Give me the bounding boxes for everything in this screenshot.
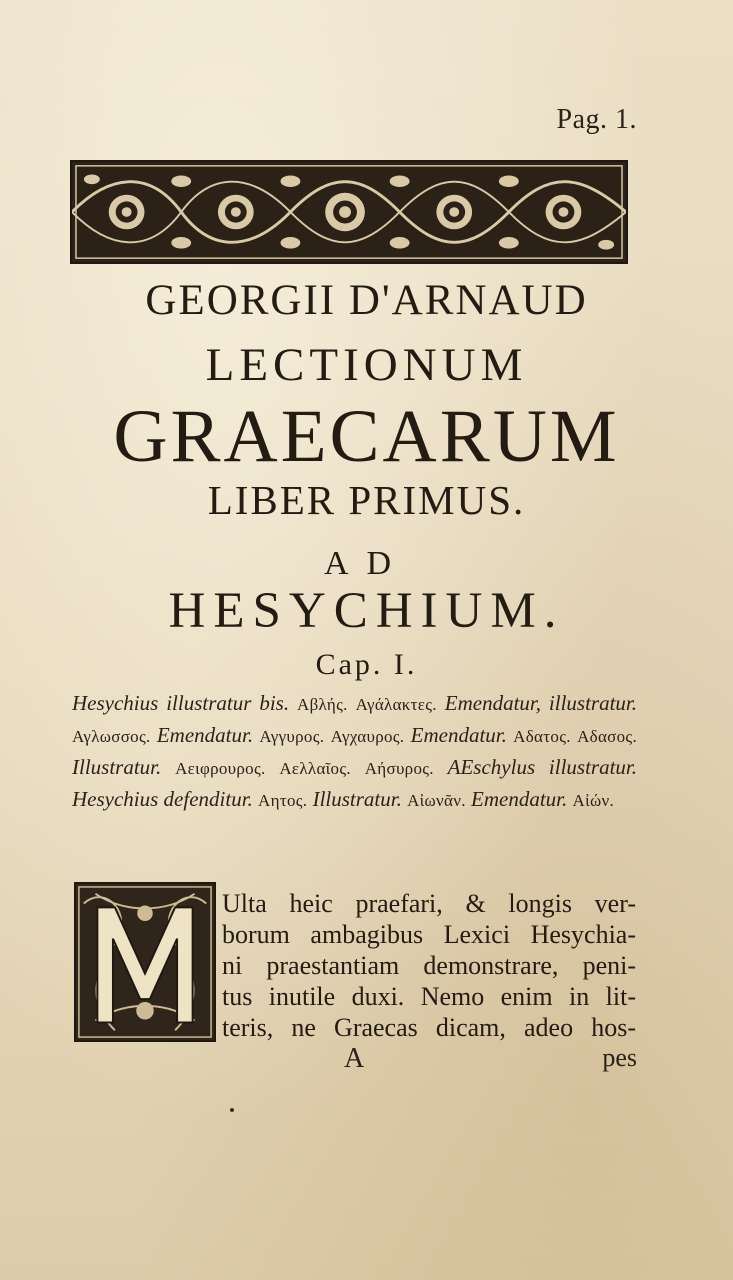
argument-segment: Hesychius defenditur. (72, 787, 253, 811)
greek-lemma: Αγάλακτες. (355, 695, 437, 714)
greek-lemma: Αἰωνᾶν. (407, 791, 466, 810)
greek-lemma: Αγχαυρος. (330, 727, 405, 746)
page-number: Pag. 1. (556, 104, 637, 135)
body-line: ni praestantiam demonstrare, peni- (222, 951, 636, 980)
body-line: borum ambagibus Lexici Hesychia- (222, 920, 636, 949)
title-ad: AD (323, 545, 410, 582)
title-graecarum: GRAECARUM (113, 395, 620, 478)
greek-lemma: Αητος. (258, 791, 308, 810)
argument-segment: Hesychius illustratur bis. (72, 691, 290, 715)
greek-lemma: Αδατος. (513, 727, 571, 746)
argument-segment: Emendatur, illustratur. (444, 691, 638, 715)
body-line: Ulta heic praefari, & longis ver- (222, 889, 636, 918)
body-line: tus inutile duxi. Nemo enim in lit- (222, 982, 636, 1011)
decorated-initial-icon (76, 884, 214, 1040)
greek-lemma: Αδασος. (577, 727, 638, 746)
title-liber-primus: LIBER PRIMUS. (207, 477, 526, 523)
argument-segment: Emendatur. (156, 723, 254, 747)
argument-segment: Illustratur. (312, 787, 402, 811)
floral-ornament-icon (72, 162, 626, 262)
greek-lemma: Αελλαῖος. (279, 759, 351, 778)
catchword: pes (602, 1043, 637, 1072)
body-line: teris, ne Graecas dicam, adeo hos- (222, 1013, 636, 1042)
greek-lemma: Αγγυρος. (259, 727, 325, 746)
argument-segment: Emendatur. (410, 723, 507, 747)
paper-speck (230, 1108, 234, 1112)
greek-lemma: Αγλωσσος. (72, 727, 151, 746)
greek-lemma: Αήσυρος. (364, 759, 434, 778)
argument-segment: Emendatur. (471, 787, 568, 811)
greek-lemma: Αειφρουρος. (175, 759, 266, 778)
title-author: GEORGII D'ARNAUD (145, 277, 588, 324)
decorated-initial-m (74, 882, 216, 1042)
title-hesychium: HESYCHIUM. (168, 583, 565, 639)
body-paragraph (222, 888, 636, 1043)
signature-mark: A (344, 1043, 365, 1074)
greek-lemma: Αβλής. (297, 695, 348, 714)
argument-segment: AEschylus illustratur. (447, 755, 638, 779)
chapter-heading: Cap. I. (315, 648, 418, 681)
chapter-argument (72, 688, 637, 816)
title-lectionum: LECTIONUM (205, 339, 528, 391)
greek-lemma: Αἰών. (572, 791, 615, 810)
argument-segment: Illustratur. (72, 755, 162, 779)
headpiece-ornament (70, 160, 628, 264)
